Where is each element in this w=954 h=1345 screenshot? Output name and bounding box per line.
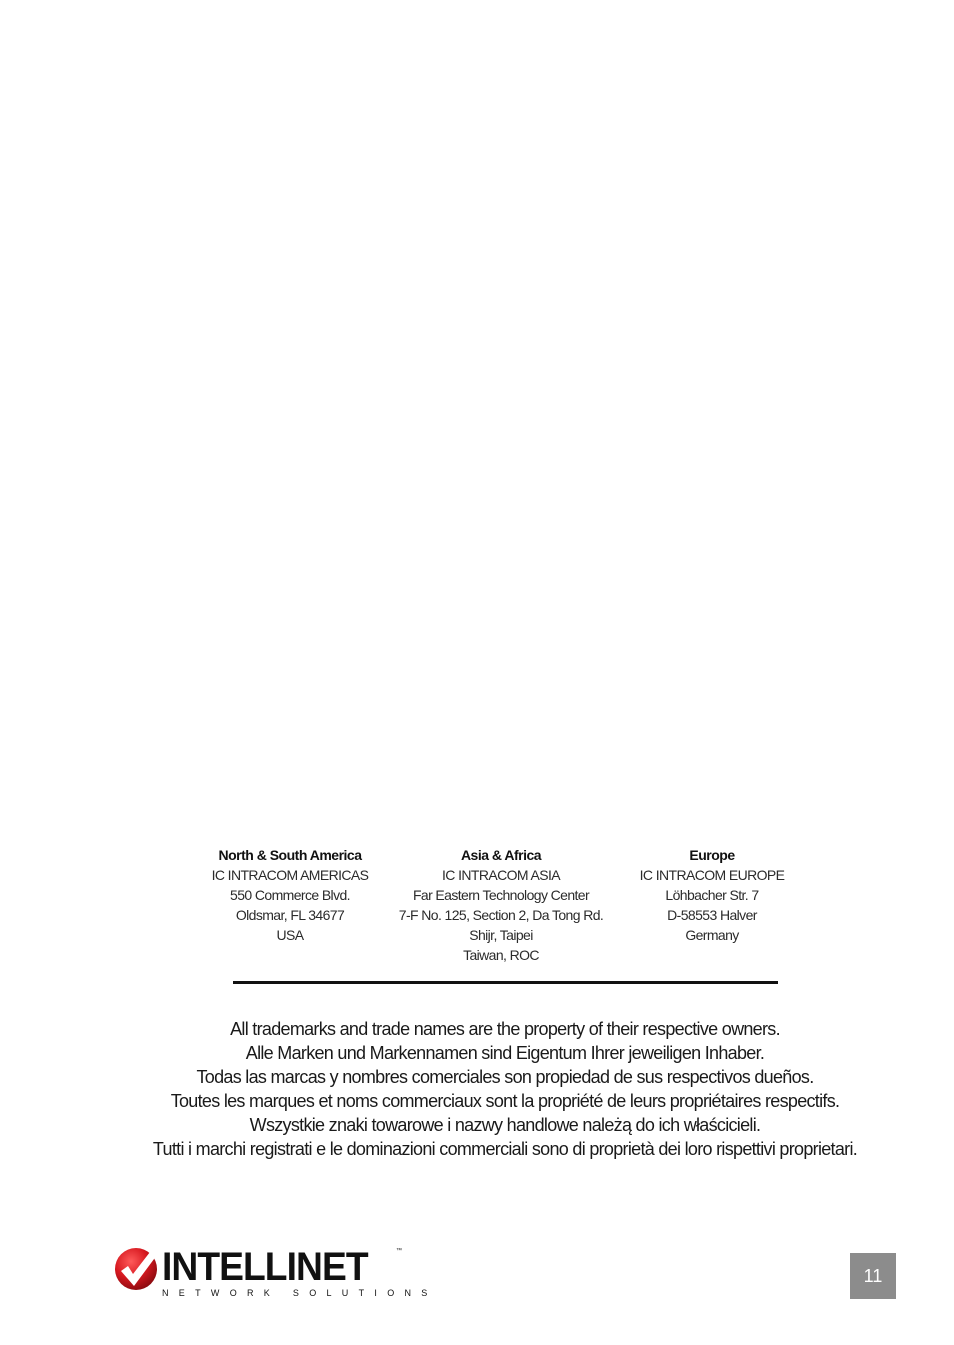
contact-europe [612,845,812,945]
trademark-line-de: Alle Marken und Markennamen sind Eigentum Ihrer jeweiligen Inhaber. [245,1043,765,1063]
address-line: IC INTRACOM ASIA [442,867,560,883]
trademark-notice [60,1017,950,1161]
address-line: Far Eastern Technology Center [412,887,590,903]
section-divider [233,981,778,984]
red-checkmark-circle-icon [112,1244,160,1292]
address-line: Germany [685,927,739,943]
address-line: IC INTRACOM AMERICAS [211,867,369,883]
trademark-symbol: ™ [396,1248,402,1254]
address-line: 7-F No. 125, Section 2, Da Tong Rd. [398,907,604,923]
trademark-line-pl: Wszystkie znaki towarowe i nazwy handlowe należą do ich właścicieli. [249,1115,761,1135]
contact-americas [190,845,390,945]
address-line: Shijr, Taipei [469,927,533,943]
region-title: Asia & Africa [460,847,542,863]
trademark-line-es: Todas las marcas y nombres comerciales son propiedad de sus respectivos dueños. [196,1067,814,1087]
address-line: Taiwan, ROC [463,947,539,963]
trademark-line-it: Tutti i marchi registrati e le dominazioni commerciali sono di proprietà dei loro rispettivi proprietari. [152,1139,858,1159]
address-line: USA [276,927,304,943]
contact-asia-africa [385,845,617,965]
trademark-line-en: All trademarks and trade names are the property of their respective owners. [230,1019,780,1039]
address-line: D-58553 Halver [667,907,757,923]
logo-tagline: NETWORK SOLUTIONS [162,1288,438,1298]
region-title: North & South America [218,847,362,863]
intellinet-logo [112,1244,438,1304]
logo-wordmark: INTELLINET [162,1245,368,1289]
contact-addresses [0,845,954,975]
page-number: 11 [850,1253,896,1299]
address-line: Oldsmar, FL 34677 [235,907,345,923]
region-title: Europe [689,847,735,863]
address-line: IC INTRACOM EUROPE [639,867,785,883]
address-line: 550 Commerce Blvd. [230,887,350,903]
trademark-line-fr: Toutes les marques et noms commerciaux sont la propriété de leurs propriétaires respectifs. [170,1091,840,1111]
address-line: Löhbacher Str. 7 [665,887,759,903]
